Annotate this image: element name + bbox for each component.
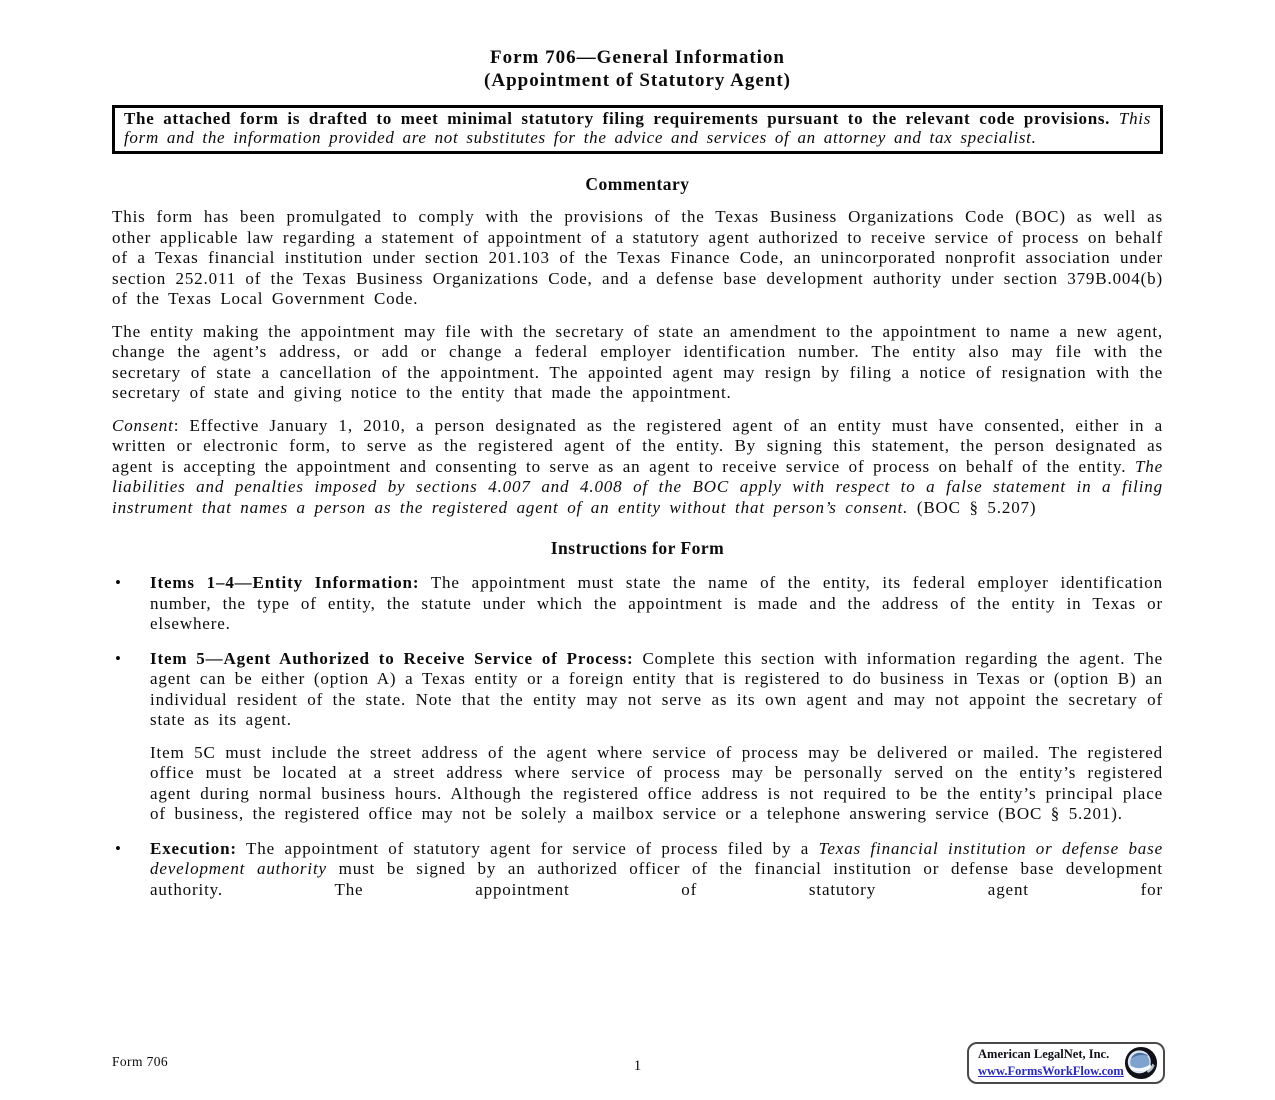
instructions-heading: Instructions for Form (550, 538, 725, 558)
notice-bold-text: The attached form is drafted to meet minimal statutory filing requirements pursuant to the relevant code provisions. (124, 109, 1111, 128)
legalnet-brand-box (967, 1042, 1165, 1084)
instruction-item-5c-paragraph: Item 5C must include the street address of the agent where service of process may be delivered or mailed. The registered office must be located at a street address where service of process may be personally served on the entity’s registered agent during normal business hours. Although the registered office address is not required to be the entity’s principal place of business, the registered office may not be solely a mailbox service or a telephone answering service (BOC § 5.201). (150, 742, 1163, 823)
notice-italic-text: This form and the information provided are not substitutes for the advice and services of an attorney and tax specialist. (124, 109, 1152, 147)
notice-box (112, 105, 1163, 154)
footer-form-number: Form 706 (112, 1054, 169, 1069)
instruction-item-1-text (150, 573, 1163, 635)
item-3-italic-phrase: Texas financial institution or defense base development authority (150, 838, 1164, 878)
brand-url-link[interactable]: www.FormsWorkFlow.com (978, 1063, 1124, 1078)
title-line-2: (Appointment of Statutory Agent) (484, 70, 791, 91)
item-3-plain-2: must be signed by an authorized officer of the financial institution or defense base development authority. The appointment of statutory agent for (150, 859, 1163, 899)
document-title (112, 46, 1163, 92)
item-2-bold-lead: Item 5—Agent Authorized to Receive Service of Process: (150, 648, 634, 668)
document-content (112, 0, 1163, 900)
brand-text-block (978, 1047, 1122, 1080)
instruction-item-3-text (150, 839, 1163, 901)
consent-plain-1: : Effective January 1, 2010, a person designated as the registered agent of an entity must have consented, either in a written or electronic form, to serve as the registered agent of the entity. By signing this statement, the person designated as agent is accepting the appointment and consenting to serve as an agent to receive service of process on behalf of the entity. (112, 415, 1163, 476)
item-1-body-text: The appointment must state the name of the entity, its federal employer identification number, the type of entity, the statute under which the appointment is made and the address of the entity in Texas or elsewhere. (150, 573, 1163, 633)
item-2-body-text: Complete this section with information regarding the agent. The agent can be either (option A) a Texas entity or a foreign entity that is registered to do business in Texas or (option B) an individual resident of the state. Note that the entity may not serve as its own agent and may not appoint the secretary of state as its agent. (150, 648, 1164, 729)
item-3-bold-lead: Execution: (150, 838, 237, 858)
consent-lead-italic: Consent (112, 415, 174, 435)
commentary-paragraph-2: The entity making the appointment may file with the secretary of state an amendment to the appointment to name a new agent, change the agent’s address, or add or change a federal employer identification number. The entity also may file with the secretary of state a cancellation of the appointment. The appointed agent may resign by filing a notice of resignation with the secretary of state and giving notice to the entity that made the appointment. (112, 321, 1163, 402)
commentary-heading: Commentary (585, 174, 690, 194)
instruction-item-2-text (150, 649, 1163, 731)
globe-logo-icon (1124, 1046, 1158, 1080)
instruction-item-entity-information (112, 573, 1163, 635)
consent-italic-2: The liabilities and penalties imposed by sections 4.007 and 4.008 of the BOC apply with respect to a false statement in a filing instrument that names a person as the registered agent of an entity without that person’s consent. (112, 456, 1163, 517)
instruction-item-execution (112, 839, 1163, 901)
item-3-plain-1: The appointment of statutory agent for service of process filed by a (236, 838, 819, 858)
item-1-bold-lead: Items 1–4—Entity Information: (150, 573, 420, 592)
footer-page-number: 1 (633, 1058, 642, 1074)
commentary-paragraph-1: This form has been promulgated to comply with the provisions of the Texas Business Organizations Code (BOC) as well as other applicable law regarding a statement of appointment of a statutory agent authorized to receive service of process on behalf of a Texas financial institution under section 201.103 of the Texas Finance Code, an unincorporated nonprofit association under section 252.011 of the Texas Business Organizations Code, and a defense base development authority under section 379B.004(b) of the Texas Local Government Code. (112, 207, 1163, 308)
brand-company-name: American LegalNet, Inc. (978, 1046, 1110, 1061)
commentary-paragraph-consent (112, 416, 1163, 519)
title-line-1: Form 706—General Information (489, 47, 785, 68)
consent-plain-2: (BOC § 5.207) (908, 497, 1037, 517)
instruction-item-agent-service (112, 649, 1163, 731)
